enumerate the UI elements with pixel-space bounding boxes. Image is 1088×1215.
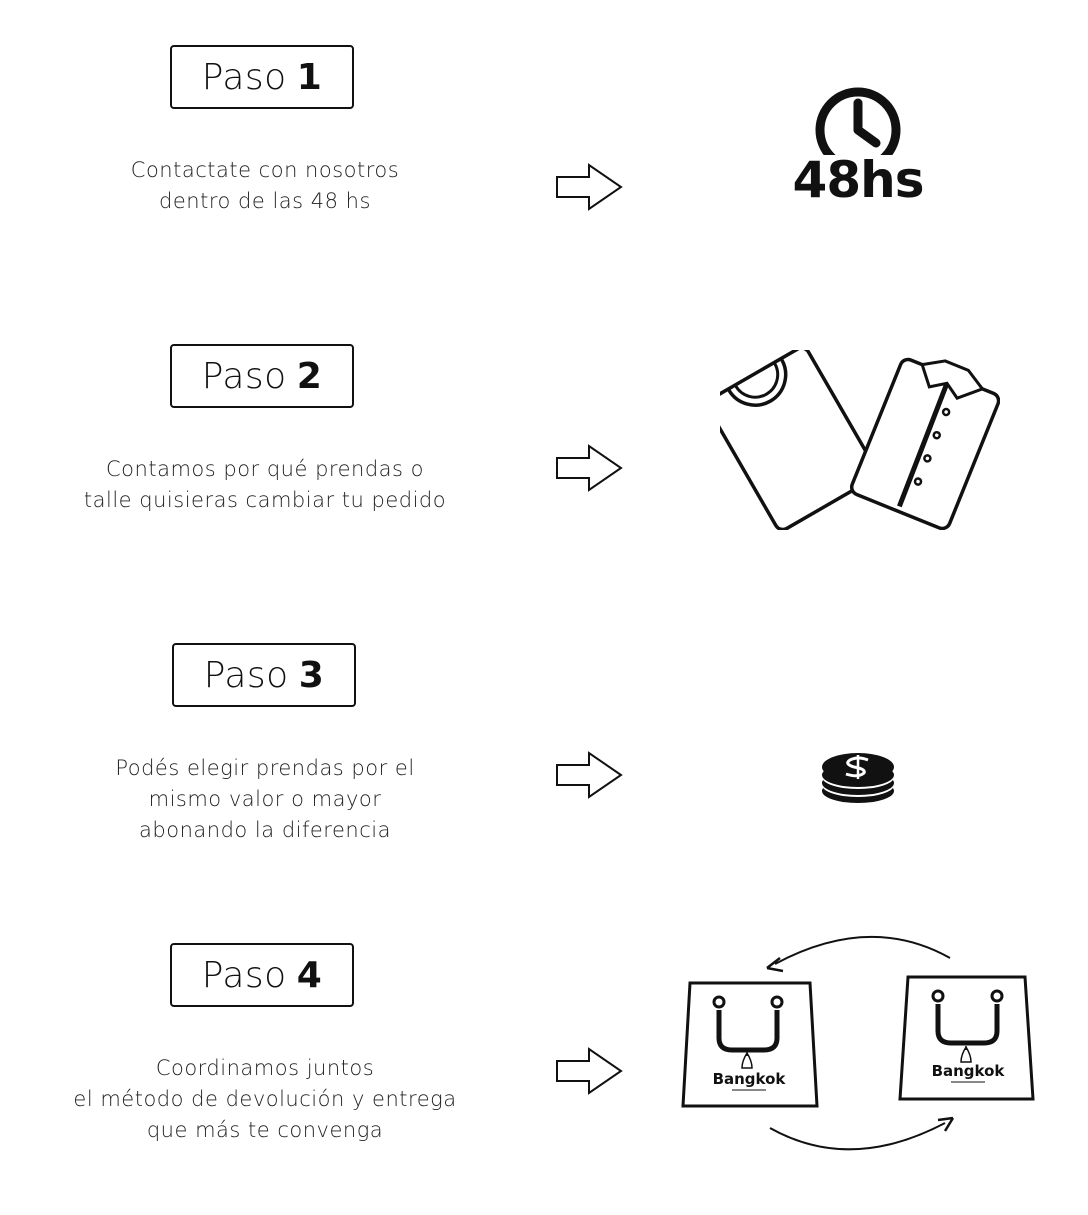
right-arrow-icon — [555, 1047, 623, 1095]
right-arrow-icon — [555, 444, 623, 492]
bag-brand: Bangkok — [712, 1070, 786, 1088]
right-arrow-icon — [555, 163, 623, 211]
bag-brand: Bangkok — [931, 1062, 1005, 1080]
description-line: Contamos por qué prendas o — [106, 457, 424, 481]
step-description — [40, 155, 490, 217]
step-word: Paso — [203, 654, 289, 696]
step-4 — [0, 900, 1088, 1200]
icon-text-48hs: 48hs — [792, 151, 924, 205]
clock-48hs-icon — [788, 85, 928, 205]
description-line: talle quisieras cambiar tu pedido — [83, 488, 447, 512]
description-line: mismo valor o mayor — [148, 787, 382, 811]
step-badge — [170, 45, 354, 109]
shirts-icon — [720, 350, 1000, 530]
description-line: el método de devolución y entrega — [73, 1087, 457, 1111]
step-description — [40, 753, 490, 846]
step-number: 1 — [296, 56, 323, 98]
step-3 — [0, 600, 1088, 900]
step-word: Paso — [201, 56, 287, 98]
description-line: Coordinamos juntos — [155, 1056, 375, 1080]
coins-icon — [818, 745, 898, 805]
step-badge — [170, 943, 354, 1007]
step-badge — [170, 344, 354, 408]
step-number: 2 — [296, 355, 323, 397]
step-2 — [0, 300, 1088, 600]
step-1 — [0, 0, 1088, 300]
step-number: 3 — [298, 654, 325, 696]
description-line: dentro de las 48 hs — [159, 189, 371, 213]
description-line: Podés elegir prendas por el — [115, 756, 415, 780]
shopping-bags-exchange-icon — [670, 928, 1050, 1188]
step-description — [40, 1053, 490, 1146]
step-badge — [172, 643, 356, 707]
step-word: Paso — [201, 954, 287, 996]
description-line: Contactate con nosotros — [130, 158, 400, 182]
description-line: que más te convenga — [146, 1118, 384, 1142]
right-arrow-icon — [555, 751, 623, 799]
step-description — [40, 454, 490, 516]
step-number: 4 — [296, 954, 323, 996]
description-line: abonando la diferencia — [139, 818, 391, 842]
step-word: Paso — [201, 355, 287, 397]
